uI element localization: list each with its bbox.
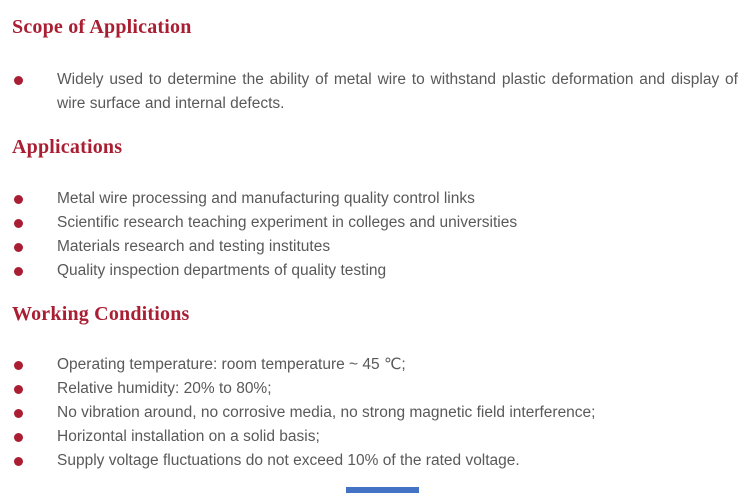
list-item-text: Relative humidity: 20% to 80%; [57, 380, 272, 397]
list-item-text: Horizontal installation on a solid basis; [57, 428, 320, 445]
list-item [14, 68, 738, 116]
section-heading-working-conditions: Working Conditions [12, 303, 190, 325]
applications-bullet-list [14, 187, 738, 283]
list-item [14, 187, 738, 211]
bullet-icon [14, 409, 23, 418]
list-item-text: Operating temperature: room temperature ~ 45 ℃; [57, 356, 406, 373]
list-item-text: No vibration around, no corrosive media, no strong magnetic field interference; [57, 404, 596, 421]
bullet-icon [14, 385, 23, 394]
list-item [14, 449, 738, 473]
list-item-text: Widely used to determine the ability of metal wire to withstand plastic deformation and display of wire surface and internal defects. [57, 71, 738, 112]
bullet-icon [14, 219, 23, 228]
list-item [14, 401, 738, 425]
bullet-icon [14, 433, 23, 442]
working-conditions-bullet-list [14, 353, 738, 473]
list-item [14, 211, 738, 235]
list-item [14, 259, 738, 283]
list-item-text: Scientific research teaching experiment in colleges and universities [57, 214, 518, 231]
cutoff-table-accent-bar [346, 487, 419, 493]
list-item-text: Metal wire processing and manufacturing quality control links [57, 190, 475, 207]
bullet-icon [14, 243, 23, 252]
section-heading-applications: Applications [12, 136, 123, 158]
list-item [14, 235, 738, 259]
bullet-icon [14, 457, 23, 466]
list-item [14, 377, 738, 401]
bullet-icon [14, 195, 23, 204]
list-item [14, 353, 738, 377]
scope-bullet-list [14, 68, 738, 116]
bullet-icon [14, 267, 23, 276]
section-heading-scope-of-application: Scope of Application [12, 16, 192, 38]
list-item-text: Supply voltage fluctuations do not exceed 10% of the rated voltage. [57, 452, 520, 469]
list-item-text: Quality inspection departments of quality testing [57, 262, 387, 279]
list-item [14, 425, 738, 449]
bullet-icon [14, 76, 23, 85]
list-item-text: Materials research and testing institutes [57, 238, 331, 255]
bullet-icon [14, 361, 23, 370]
